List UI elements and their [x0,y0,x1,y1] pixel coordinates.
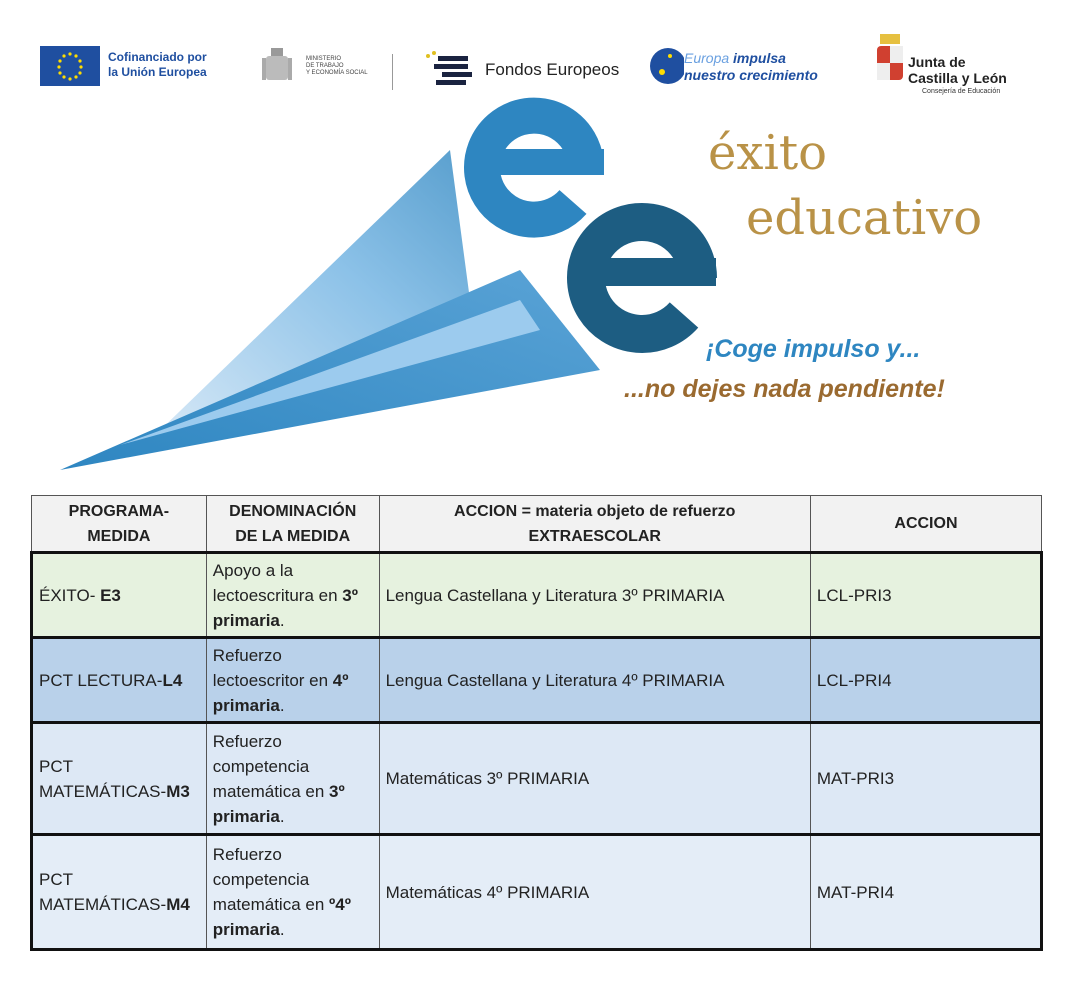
header-text: ACCION [894,515,958,532]
header-text: EXTRAESCOLAR [528,527,661,545]
den-end: . [279,695,285,715]
programa-code: M3 [166,781,190,801]
den-end: . [279,806,285,826]
table-row [32,638,1042,723]
den-text: Refuerzo competencia matemática en [212,845,330,914]
table-row [32,835,1042,950]
programa-code: E3 [100,585,121,605]
letter-e-icon [586,222,716,334]
eu-line2: la Unión Europea [108,65,207,79]
cell-accion: LCL-PRI3 [810,553,1041,638]
den-grade: 3º primaria [212,585,358,630]
header-programa [32,496,207,553]
programa-text: ÉXITO- [39,585,101,605]
cell-materia: Lengua Castellana y Literatura 3º PRIMARIA [379,553,810,638]
programa-text: PCT MATEMÁTICAS- [39,756,167,801]
header-text: DE LA MEDIDA [235,527,351,545]
cell-accion: MAT-PRI4 [810,835,1041,950]
header-text: MEDIDA [87,527,151,545]
europa-word: Europa [684,50,730,66]
fondos-europeos-text: Fondos Europeos [485,60,620,79]
cell-programa [32,638,207,723]
table-row [32,723,1042,835]
header-text: PROGRAMA- [68,502,170,520]
header-text: DENOMINACIÓN [229,502,357,520]
ministerio-line2: DE TRABAJO [306,63,344,69]
table-header-row [32,496,1042,553]
header-text: ACCION = materia objeto de refuerzo [454,502,736,520]
header-accion [810,496,1041,553]
cell-accion: MAT-PRI3 [810,723,1041,835]
header-materia [379,496,810,553]
programa-code: L4 [162,670,183,690]
table-row [32,553,1042,638]
cell-denominacion [206,723,379,835]
programa-text: PCT LECTURA- [39,670,163,690]
den-grade: 4º primaria [212,670,349,715]
den-end: . [279,920,285,939]
cell-denominacion [206,638,379,723]
impulsa-word: impulsa [733,50,786,66]
den-text: Refuerzo lectoescritor en [212,645,333,690]
eu-line1: Cofinanciado por [108,50,207,64]
letter-e-icon [480,116,604,220]
programa-text: PCT MATEMÁTICAS- [39,870,167,914]
consejeria-text: Consejería de Educación [922,88,1001,95]
cell-programa [32,835,207,950]
junta-line1: Junta de [908,54,966,70]
tagline-line1: ¡Coge impulso y... [706,335,921,363]
europa-line2: nuestro crecimiento [684,67,818,83]
actions-table [30,495,1043,951]
den-text: Refuerzo competencia matemática en [212,731,330,801]
programa-code: M4 [166,895,190,914]
den-text: Apoyo a la lectoescritura en [212,560,343,605]
cell-programa [32,723,207,835]
brand-word-exito: éxito [708,125,828,181]
den-grade: º4º primaria [212,895,351,939]
cell-programa [32,553,207,638]
cell-materia: Matemáticas 4º PRIMARIA [379,835,810,950]
cell-accion: LCL-PRI4 [810,638,1041,723]
den-end: . [279,610,285,630]
tagline-line2: ...no dejes nada pendiente! [624,375,945,403]
ministerio-line3: Y ECONOMÍA SOCIAL [306,70,368,76]
ministerio-line1: MINISTERIO [306,56,342,62]
cell-materia: Matemáticas 3º PRIMARIA [379,723,810,835]
den-grade: 3º primaria [212,781,345,826]
junta-line2: Castilla y León [908,70,1007,86]
cell-denominacion [206,553,379,638]
cell-denominacion [206,835,379,950]
header-denominacion [206,496,379,553]
brand-word-educativo: educativo [746,190,983,246]
cell-materia: Lengua Castellana y Literatura 4º PRIMARIA [379,638,810,723]
